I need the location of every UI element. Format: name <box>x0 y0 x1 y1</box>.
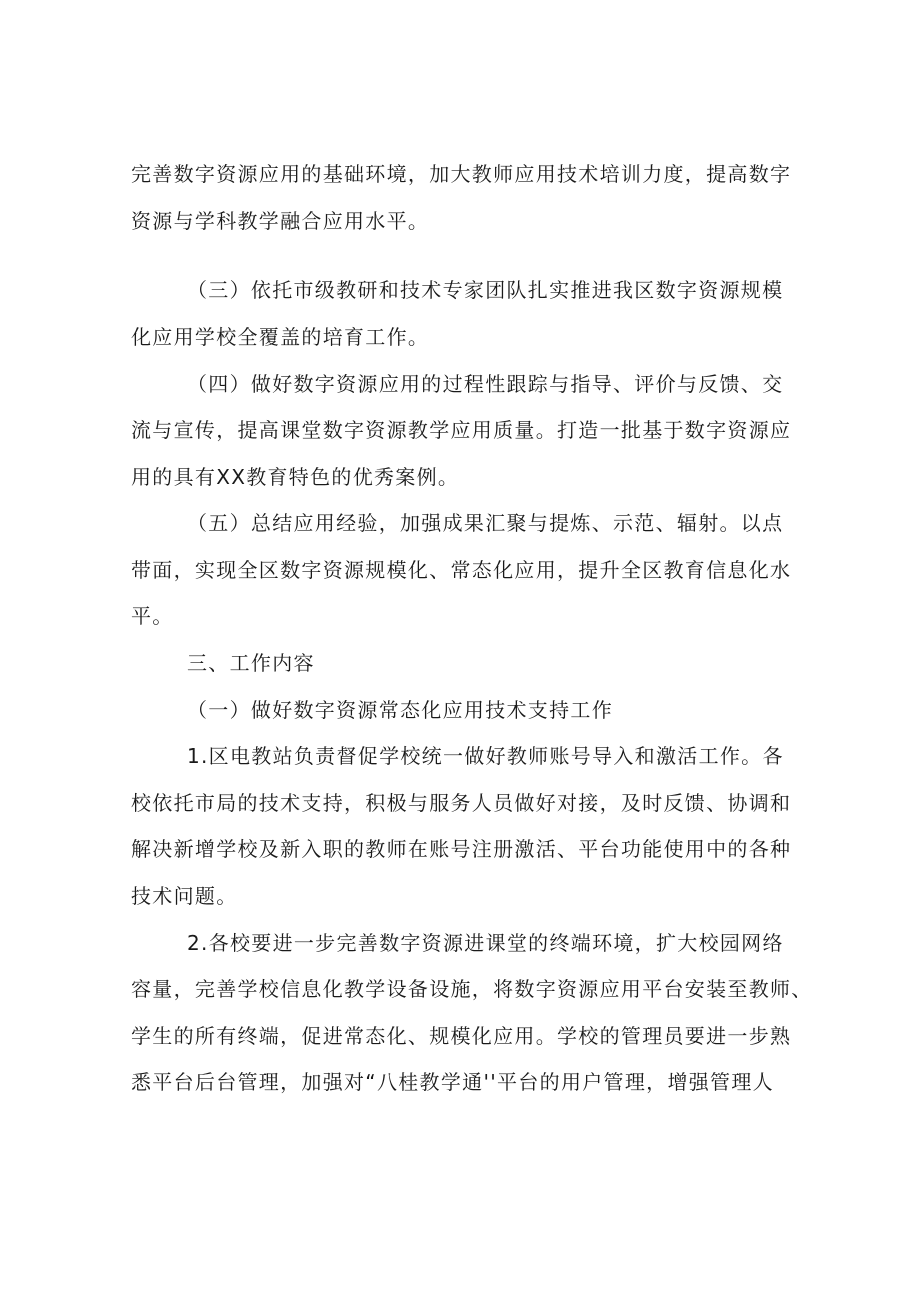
text-line: 平。 <box>131 604 174 628</box>
section-heading: 三、工作内容 <box>187 651 315 675</box>
text-line: （四）做好数字资源应用的过程性跟踪与指导、评价与反馈、交 <box>187 372 784 396</box>
text-line: 校依托市局的技术支持，积极与服务人员做好对接，及时反馈、协调和 <box>131 791 792 815</box>
text-line: 2.各校要进一步完善数字资源进课堂的终端环境，扩大校园网络 <box>187 931 784 955</box>
text-line: 带面，实现全区数字资源规模化、常态化应用，提升全区教育信息化水 <box>131 558 792 582</box>
text-line: 完善数字资源应用的基础环境，加大教师应用技术培训力度，提高数字 <box>131 162 792 186</box>
text-line: 学生的所有终端，促进常态化、规模化应用。学校的管理员要进一步熟 <box>131 1024 792 1048</box>
subsection-heading: （一）做好数字资源常态化应用技术支持工作 <box>187 698 613 722</box>
text-line: 用的具有XX教育特色的优秀案例。 <box>131 465 460 489</box>
text-line: （三）依托市级教研和技术专家团队扎实推进我区数字资源规模 <box>187 278 784 302</box>
text-line: 化应用学校全覆盖的培育工作。 <box>131 325 430 349</box>
text-line: 1.区电教站负责督促学校统一做好教师账号导入和激活工作。各 <box>187 744 784 768</box>
text-line: 流与宣传，提高课堂数字资源教学应用质量。打造一批基于数字资源应 <box>131 418 792 442</box>
text-line: 容量，完善学校信息化教学设备设施，将数字资源应用平台安装至教师、 <box>131 977 813 1001</box>
text-line: 资源与学科教学融合应用水平。 <box>131 209 430 233</box>
text-line: 悉平台后台管理，加强对“八桂教学通''平台的用户管理，增强管理人 <box>131 1070 774 1094</box>
text-line: （五）总结应用经验，加强成果汇聚与提炼、示范、辐射。以点 <box>187 511 784 535</box>
text-line: 技术问题。 <box>131 884 238 908</box>
text-line: 解决新增学校及新入职的教师在账号注册激活、平台功能使用中的各种 <box>131 837 792 861</box>
